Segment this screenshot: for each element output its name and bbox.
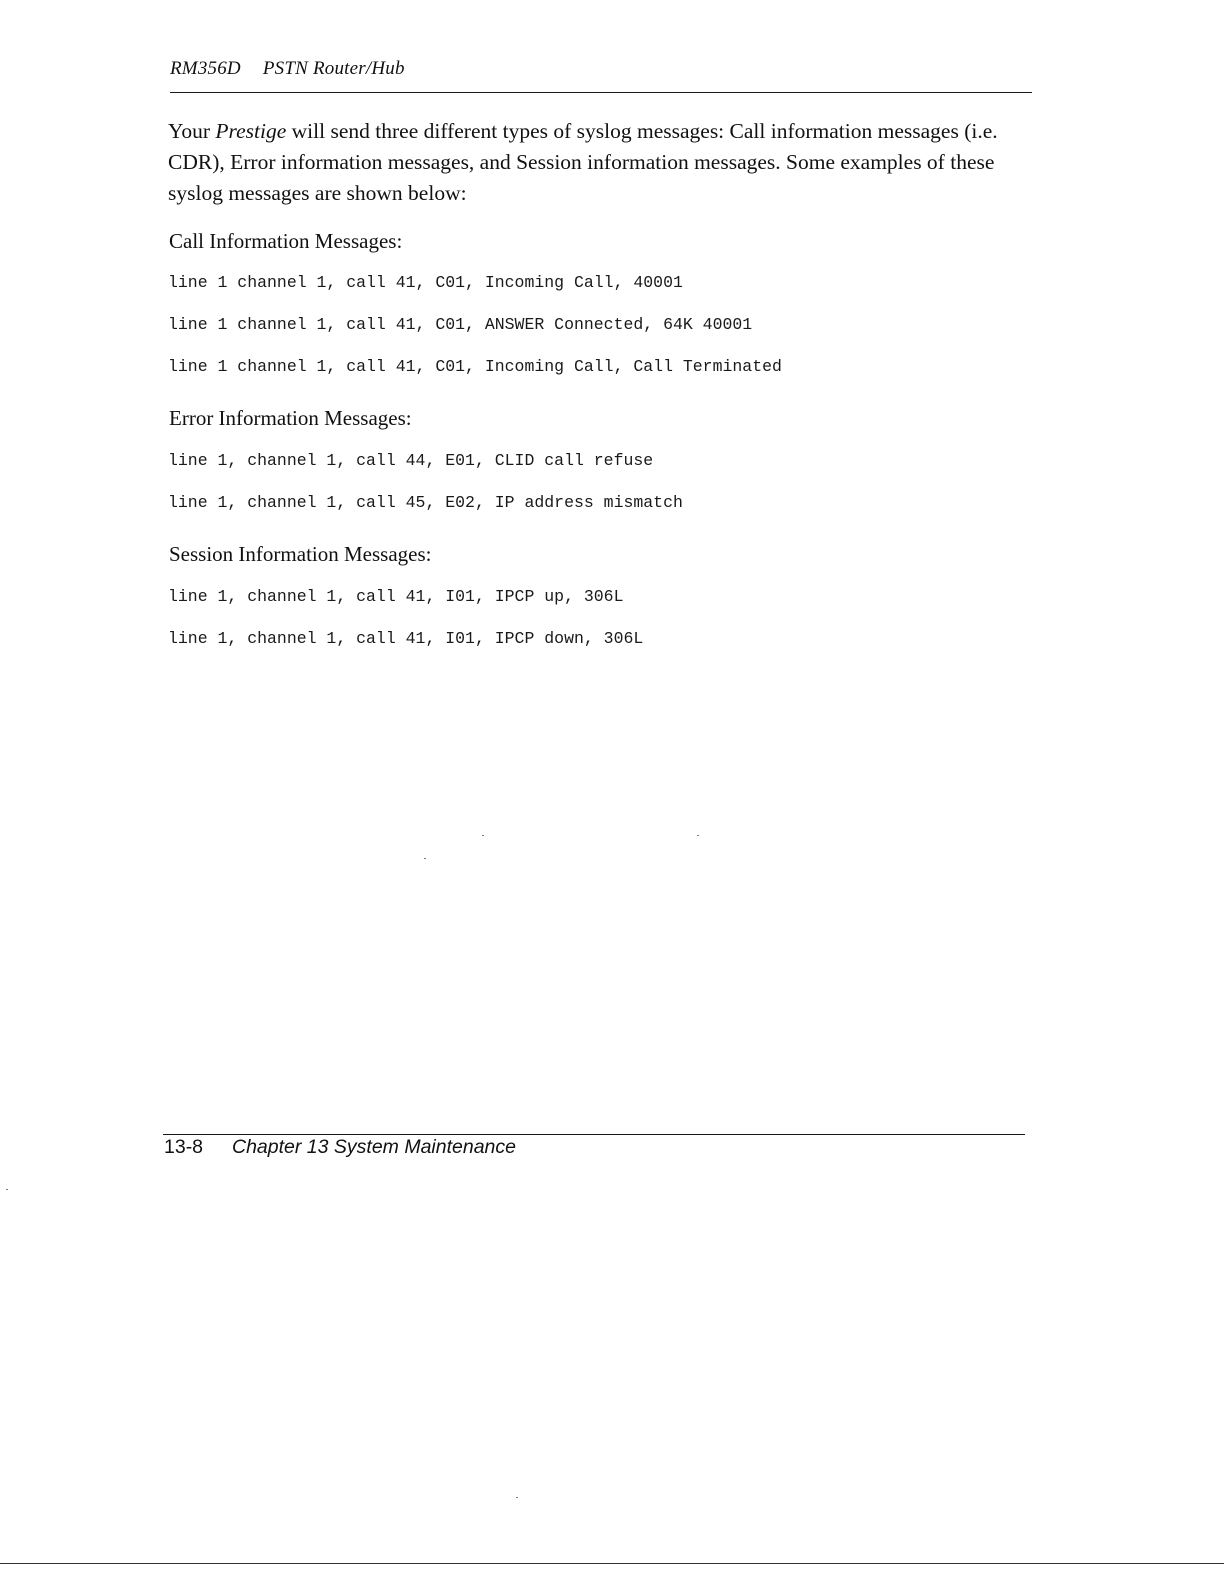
call-info-line: line 1 channel 1, call 41, C01, Incoming Call, Call Terminated <box>168 357 782 376</box>
call-info-heading: Call Information Messages: <box>169 229 403 253</box>
session-info-line: line 1, channel 1, call 41, I01, IPCP up, 306L <box>168 587 624 606</box>
page-header <box>170 58 1032 93</box>
footer-page-number: 13-8 <box>164 1136 204 1158</box>
scan-speck <box>697 835 699 836</box>
error-info-heading: Error Information Messages: <box>169 406 412 430</box>
header-model: RM356D <box>170 58 241 79</box>
error-info-line: line 1, channel 1, call 44, E01, CLID call refuse <box>168 451 654 470</box>
header-text <box>170 58 405 79</box>
error-info-line: line 1, channel 1, call 45, E02, IP address mismatch <box>168 493 683 512</box>
header-product: PSTN Router/Hub <box>262 58 405 79</box>
bottom-scan-edge <box>0 1563 1224 1564</box>
footer-chapter-title: System Maintenance <box>333 1136 516 1158</box>
intro-before: Your <box>168 119 216 143</box>
scan-speck <box>482 835 484 836</box>
footer-rule <box>163 1134 1025 1135</box>
page-footer <box>164 1136 516 1159</box>
scan-speck <box>6 1189 8 1190</box>
scan-speck <box>516 1497 518 1498</box>
footer-chapter: Chapter 13 <box>232 1136 329 1158</box>
intro-paragraph <box>168 116 1028 209</box>
scan-speck <box>424 858 426 859</box>
session-info-line: line 1, channel 1, call 41, I01, IPCP down, 306L <box>168 629 644 648</box>
intro-after: will send three different types of syslog messages: Call information messages (i.e. CDR), Error information messages, and Session information messages. Some examples of these syslog messages are shown below: <box>168 119 998 205</box>
call-info-line: line 1 channel 1, call 41, C01, Incoming Call, 40001 <box>168 273 683 292</box>
session-info-heading: Session Information Messages: <box>169 542 432 566</box>
call-info-line: line 1 channel 1, call 41, C01, ANSWER Connected, 64K 40001 <box>168 315 753 334</box>
intro-emphasis: Prestige <box>215 119 287 143</box>
